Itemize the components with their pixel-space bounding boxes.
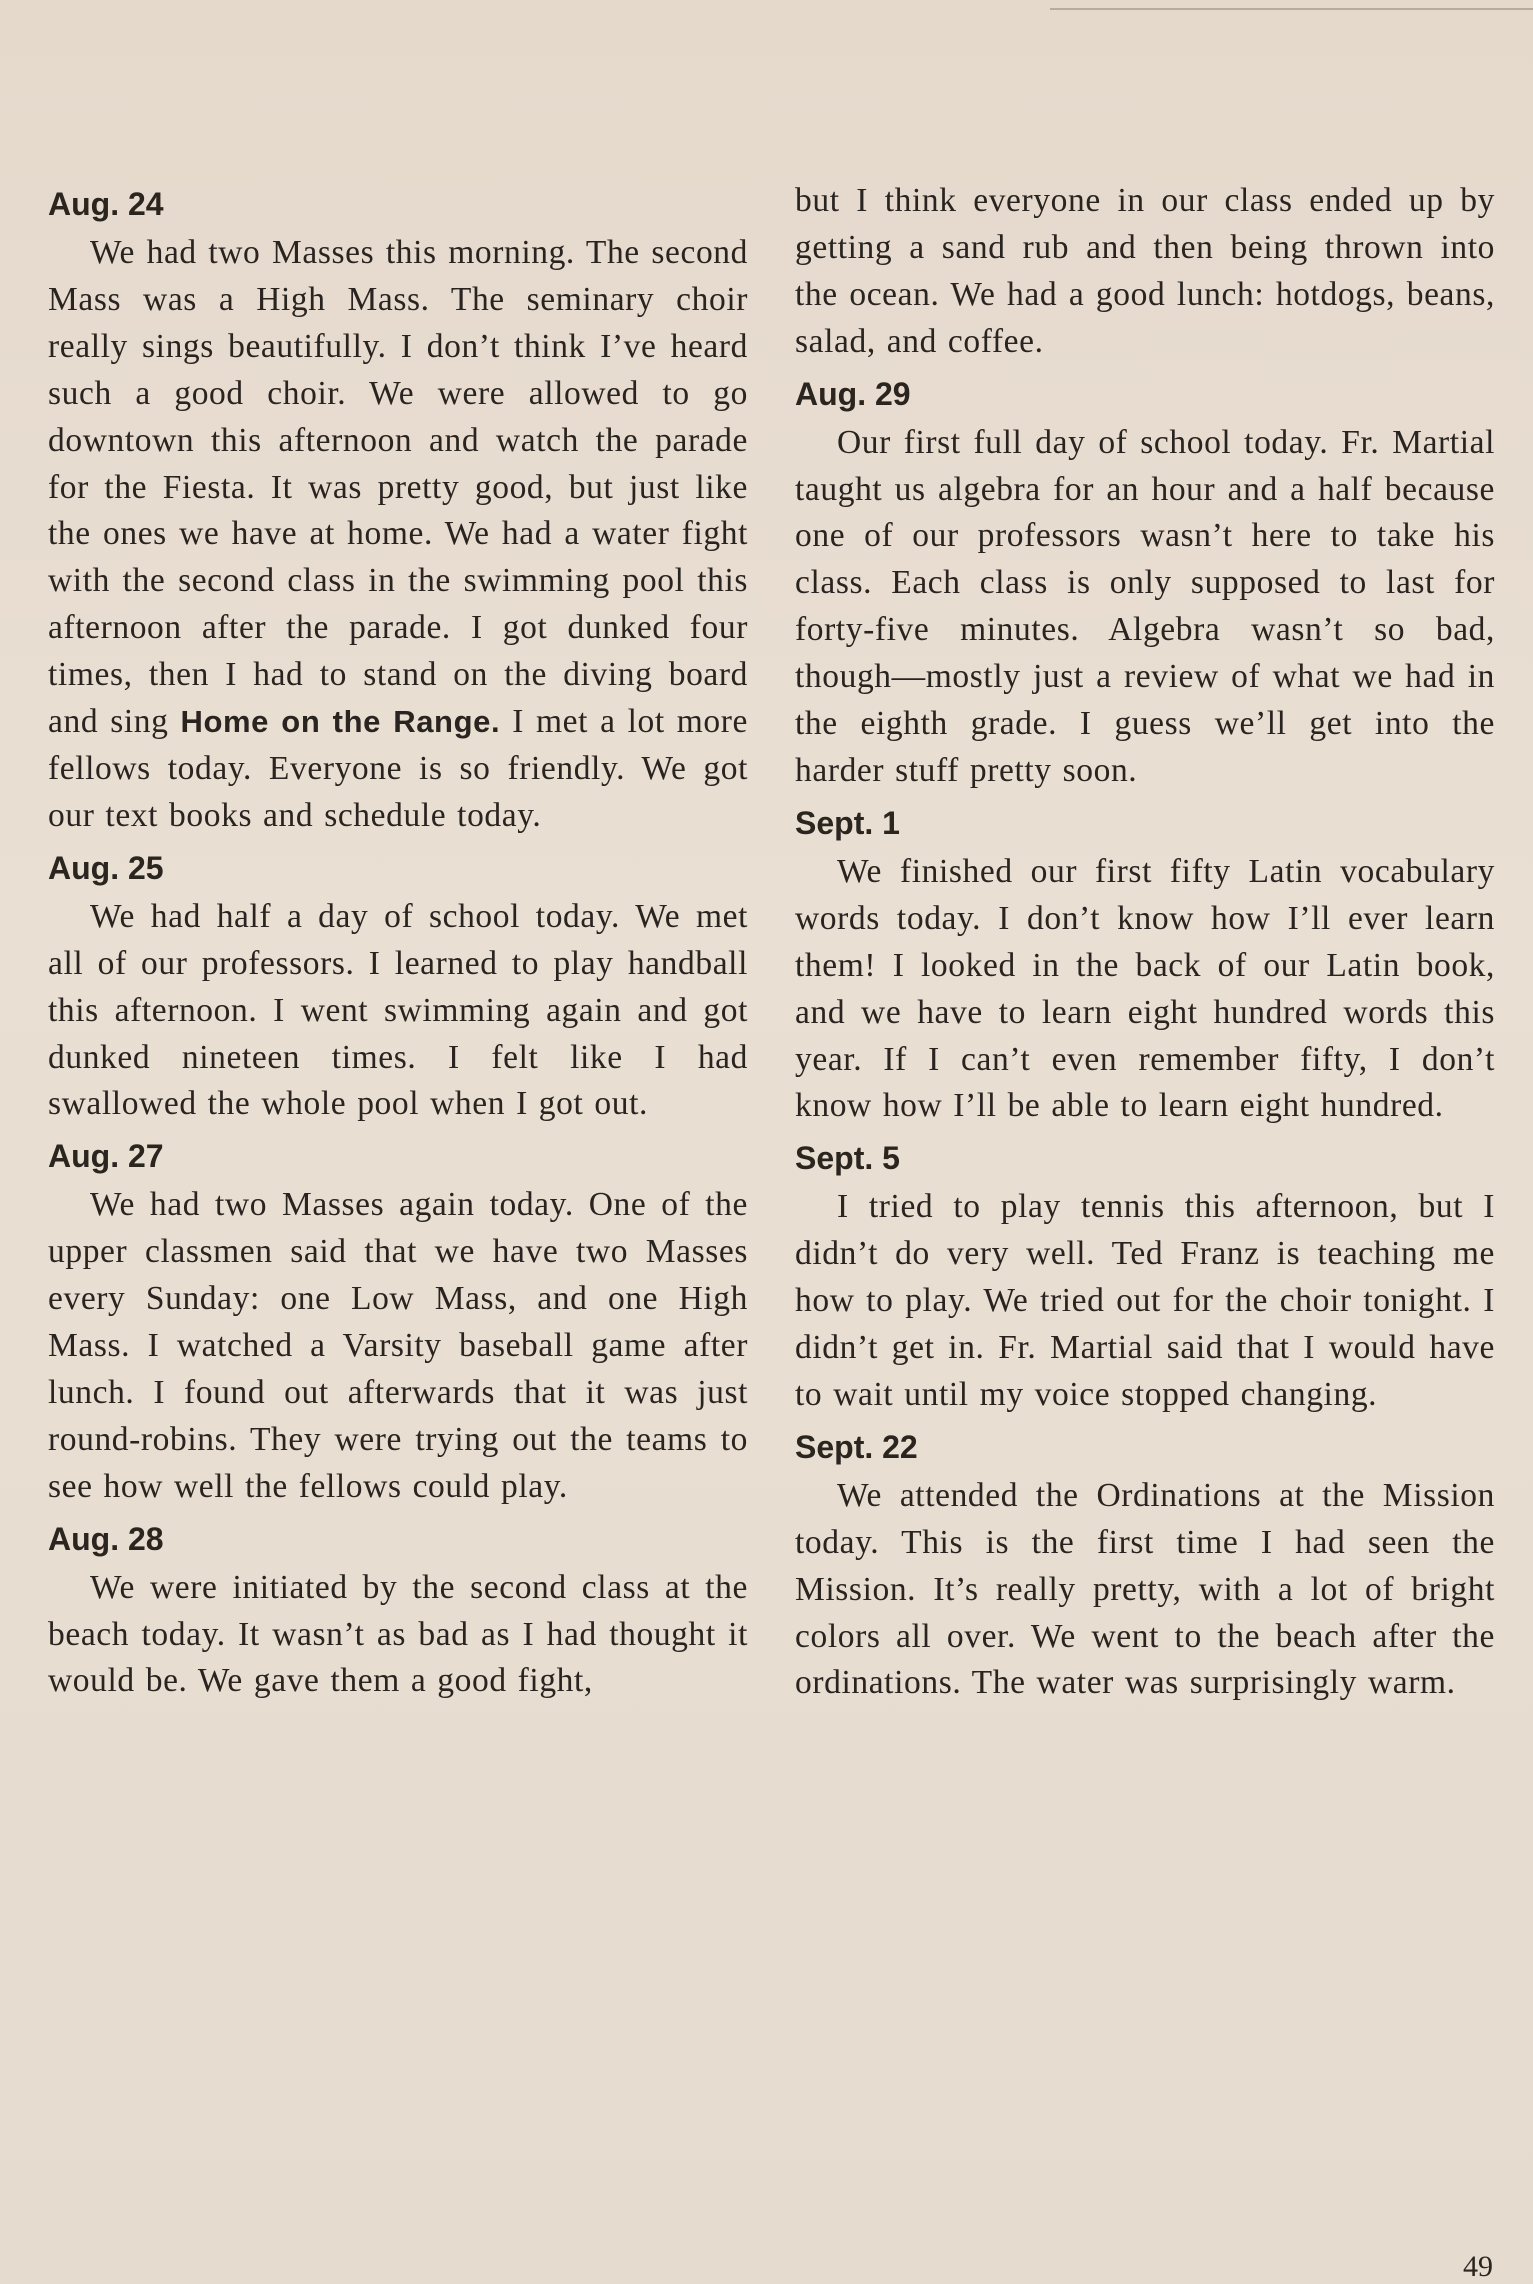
entry-text: We were initiated by the second class at the beach today. It wasn’t as bad as I had thought it would be. We gave them a good fight, xyxy=(48,1568,748,1700)
song-title: Home on the Range. xyxy=(180,704,501,740)
diary-entry xyxy=(48,182,748,840)
entry-text: I tried to play tennis this afternoon, but I didn’t do very well. Ted Franz is teaching me how to play. We tried out for the choir tonight. I didn’t get in. Fr. Martial said that I would have to wait until my voice stopped changing. xyxy=(795,1188,1495,1413)
page-number: 49 xyxy=(1463,2250,1493,2283)
diary-entry xyxy=(795,801,1495,1130)
entry-date: Aug. 27 xyxy=(48,1138,164,1175)
entry-text: We attended the Ordinations at the Mission today. This is the first time I had seen the Mission. It’s really pretty, with a lot of bright colors all over. We went to the beach after the ordinations. The water was surprisingly warm. xyxy=(795,1476,1495,1702)
entry-date: Aug. 24 xyxy=(48,186,164,222)
entry-text xyxy=(48,230,748,840)
entry-text: We finished our first fifty Latin vocabulary words today. I don’t know how I’ll ever learn them! I looked in the back of our Latin book, and we have to learn eight hundred words this year. If I can’t even remember fifty, I don’t know how I’ll be able to learn eight hundred. xyxy=(795,852,1495,1125)
entry-date: Sept. 5 xyxy=(795,1140,900,1177)
entry-text: We had two Masses again today. One of the upper classmen said that we have two Masses every Sunday: one Low Mass, and one High Mass. I watched a Varsity baseball game after lunch. I found out afterwards that it was just round-robins. They were trying out the teams to see how well the fellows could play. xyxy=(48,1186,748,1505)
entry-text: We had half a day of school today. We met all of our professors. I learned to play handball this afternoon. I went swimming again and got dunked nineteen times. I felt like I had swallowed the whole pool when I got out. xyxy=(48,897,748,1123)
diary-entry xyxy=(795,1136,1495,1419)
diary-entry xyxy=(48,1517,748,1706)
diary-entry xyxy=(48,1134,748,1510)
entry-text-part: We had two Masses this morning. The second Mass was a High Mass. The seminary choir really sings beautifully. I don’t think I’ve heard such a good choir. We were allowed to go downtown this afternoon and watch the parade for the Fiesta. It was pretty good, but just like the ones we have at home. We had a water fight with the second class in the swimming pool this afternoon after the parade. I got dunked four times, then I had to stand on the diving board and sing xyxy=(48,234,748,741)
left-column xyxy=(48,178,748,1711)
entry-date: Aug. 25 xyxy=(48,849,164,886)
entry-date: Aug. 28 xyxy=(48,1520,164,1557)
right-column xyxy=(795,178,1495,1713)
entry-text: Our first full day of school today. Fr. Martial taught us algebra for an hour and a half because one of our professors wasn’t here to take his class. Each class is only supposed to last for forty-five minutes. Algebra wasn’t so bad, though—mostly just a review of what we had in the eighth grade. I guess we’ll get into the harder stuff pretty soon. xyxy=(795,423,1495,789)
page-top-edge xyxy=(1050,0,1533,10)
diary-entry xyxy=(48,846,748,1129)
entry-continuation: but I think everyone in our class ended up by getting a sand rub and then being thrown into the ocean. We had a good lunch: hotdogs, beans, salad, and coffee. xyxy=(795,182,1495,360)
entry-date: Aug. 29 xyxy=(795,375,911,412)
diary-entry xyxy=(795,372,1495,795)
entry-date: Sept. 1 xyxy=(795,804,900,841)
entry-text-part: I met a lot more fellows today. Everyone is so friendly. We got our text books and schedule today. xyxy=(48,703,749,834)
diary-entry xyxy=(795,1425,1495,1708)
entry-date: Sept. 22 xyxy=(795,1428,918,1465)
